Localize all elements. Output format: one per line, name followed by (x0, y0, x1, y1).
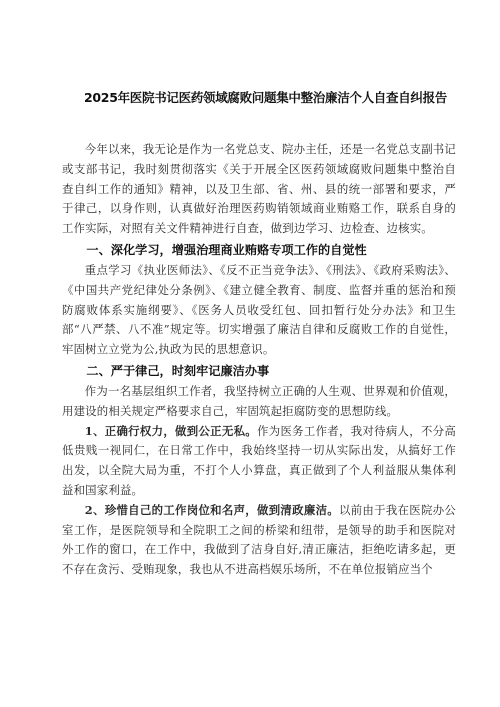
intro-paragraph: 今年以来，我无论是作为一名党总支、院办主任，还是一名党总支副书记或支部书记，我时刻贯彻落实《关于开展全区医药领域腐败问题集中整治自查自纠工作的通知》精神，以及卫生部、省、州、县的统一部署和要求，严于律己，以身作则，认真做好治理医药购销领域商业贿赂工作，联系自身的工作实际，对照有关文件精神进行自查，做到边学习、边检查、边核实。 (62, 142, 456, 236)
item-1-paragraph (62, 422, 456, 501)
section-2-heading: 二、严于律己，时刻牢记廉洁办事 (86, 363, 270, 378)
item-1-body: 作为医务工作者，我对待病人，不分高低贵贱一视同仁，在日常工作中，我始终坚持一切从实际出发，从搞好工作出发，以全院大局为重，不打个人小算盘，真正做到了个人利益服从集体利益和国家利益。 (62, 423, 456, 497)
section-2-paragraph: 作为一名基层组织工作者，我坚持树立正确的人生观、世界观和价值观，用建设的相关规定严格要求自己，牢固筑起拒腐防变的思想防线。 (62, 383, 456, 418)
section-1-heading: 一、深化学习，增强治理商业贿赂专项工作的自觉性 (86, 242, 367, 257)
section-1-paragraph: 重点学习《执业医师法》、《反不正当竞争法》、《刑法》、《政府采购法》、《中国共产党纪律处分条例》、《建立健全教育、制度、监督并重的惩治和预防腐败体系实施纲要》、《医务人员收受红包、回扣暂行处分办法》和卫生部“八严禁、八不准”规定等。切实增强了廉洁自律和反腐败工作的自觉性，牢固树立立党为公,执政为民的思想意识。 (62, 262, 456, 357)
item-2-lead: 2、珍惜自己的工作岗位和名声，做到清政廉洁。 (84, 502, 339, 517)
item-2-body: 以前由于我在医院办公室工作，是医院领导和全院职工之间的桥梁和纽带，是领导的助手和医院对外工作的窗口，在工作中，我做到了洁身自好,清正廉洁，拒绝吃请多起，更不存在贪污、受贿现象，我也从不进高档娱乐场所，不在单位报销应当个 (62, 502, 456, 577)
item-1-lead: 1、正确行权力，做到公正无私。 (84, 423, 258, 438)
item-2-paragraph (62, 501, 456, 580)
document-title: 2025年医院书记医药领域腐败问题集中整治廉洁个人自查自纠报告 (84, 90, 447, 105)
